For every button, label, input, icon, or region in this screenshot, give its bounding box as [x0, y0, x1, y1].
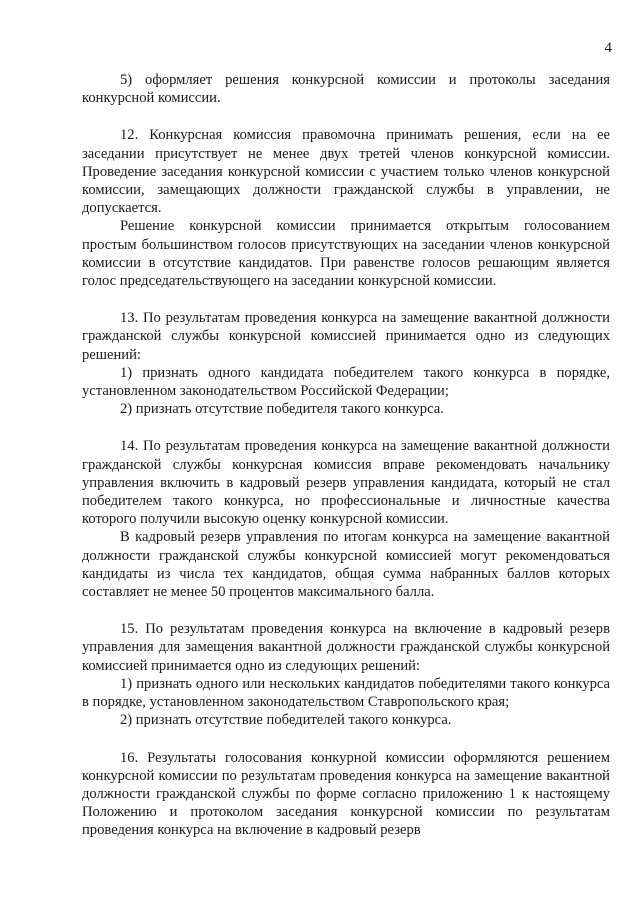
paragraph: 1) признать одного кандидата победителем такого конкурса в порядке, установленном законодательством Российской Федерации; — [82, 364, 610, 400]
section-item-5 — [82, 71, 610, 107]
paragraph: 16. Результаты голосования конкурной комиссии оформляются решением конкурсной комиссии по результатам проведения конкурса на замещение вакантной должности гражданской службы по форме согласно приложению 1 к настоящему Положению и протоколом заседания конкурсной комиссии по результатам проведения конкурса на включение в кадровый резерв — [82, 749, 610, 839]
section-14 — [82, 437, 610, 601]
paragraph: 2) признать отсутствие победителя такого конкурса. — [120, 401, 444, 418]
section-gap — [82, 730, 610, 749]
paragraph: 12. Конкурсная комиссия правомочна принимать решения, если на ее заседании присутствует не менее двух третей членов конкурсной комиссии. Проведение заседания конкурсной комиссии с участием только членов конкурсной комиссии, замещающих должности гражданской службы в управлении, не допускается. — [82, 127, 610, 217]
paragraph: 14. По результатам проведения конкурса на замещение вакантной должности гражданской службы конкурсная комиссия вправе рекомендовать начальнику управления включить в кадровый резерв управления кандидата, который не стал победителем такого конкурса, но профессиональные и личностные качества которого получили высокую оценку конкурсной комиссии. — [82, 438, 610, 528]
paragraph: 1) признать одного или нескольких кандидатов победителями такого конкурса в порядке, установленном законодательством Ставропольского края; — [82, 675, 610, 711]
page-number: 4 — [604, 40, 612, 56]
paragraph: 5) оформляет решения конкурсной комиссии и протоколы заседания конкурсной комиссии. — [82, 72, 610, 107]
paragraph: 2) признать отсутствие победителей такого конкурса. — [120, 712, 452, 729]
section-16 — [82, 749, 610, 840]
section-gap — [82, 601, 610, 620]
paragraph: 13. По результатам проведения конкурса на замещение вакантной должности гражданской службы конкурсной комиссией принимается одно из следующих решений: — [82, 310, 610, 363]
paragraph: Решение конкурсной комиссии принимается открытым голосованием простым большинством голосов присутствующих на заседании членов конкурсной комиссии в отсутствие кандидатов. При равенстве голосов решающим является голос председательствующего на заседании конкурсной комиссии. — [82, 218, 610, 290]
section-15 — [82, 620, 610, 729]
section-13 — [82, 309, 610, 418]
section-gap — [82, 290, 610, 309]
paragraph: В кадровый резерв управления по итогам конкурса на замещение вакантной должности гражданской службы конкурсной комиссией могут рекомендоваться кандидаты из числа тех кандидатов, общая сумма набранных баллов которых составляет не менее 50 процентов максимального балла. — [82, 529, 610, 601]
section-12 — [82, 126, 610, 290]
section-gap — [82, 418, 610, 437]
section-gap — [82, 107, 610, 126]
paragraph: 15. По результатам проведения конкурса на включение в кадровый резерв управления для замещения вакантной должности гражданской службы конкурсной комиссией принимается одно из следующих решений: — [82, 621, 610, 674]
document-body — [82, 71, 610, 840]
